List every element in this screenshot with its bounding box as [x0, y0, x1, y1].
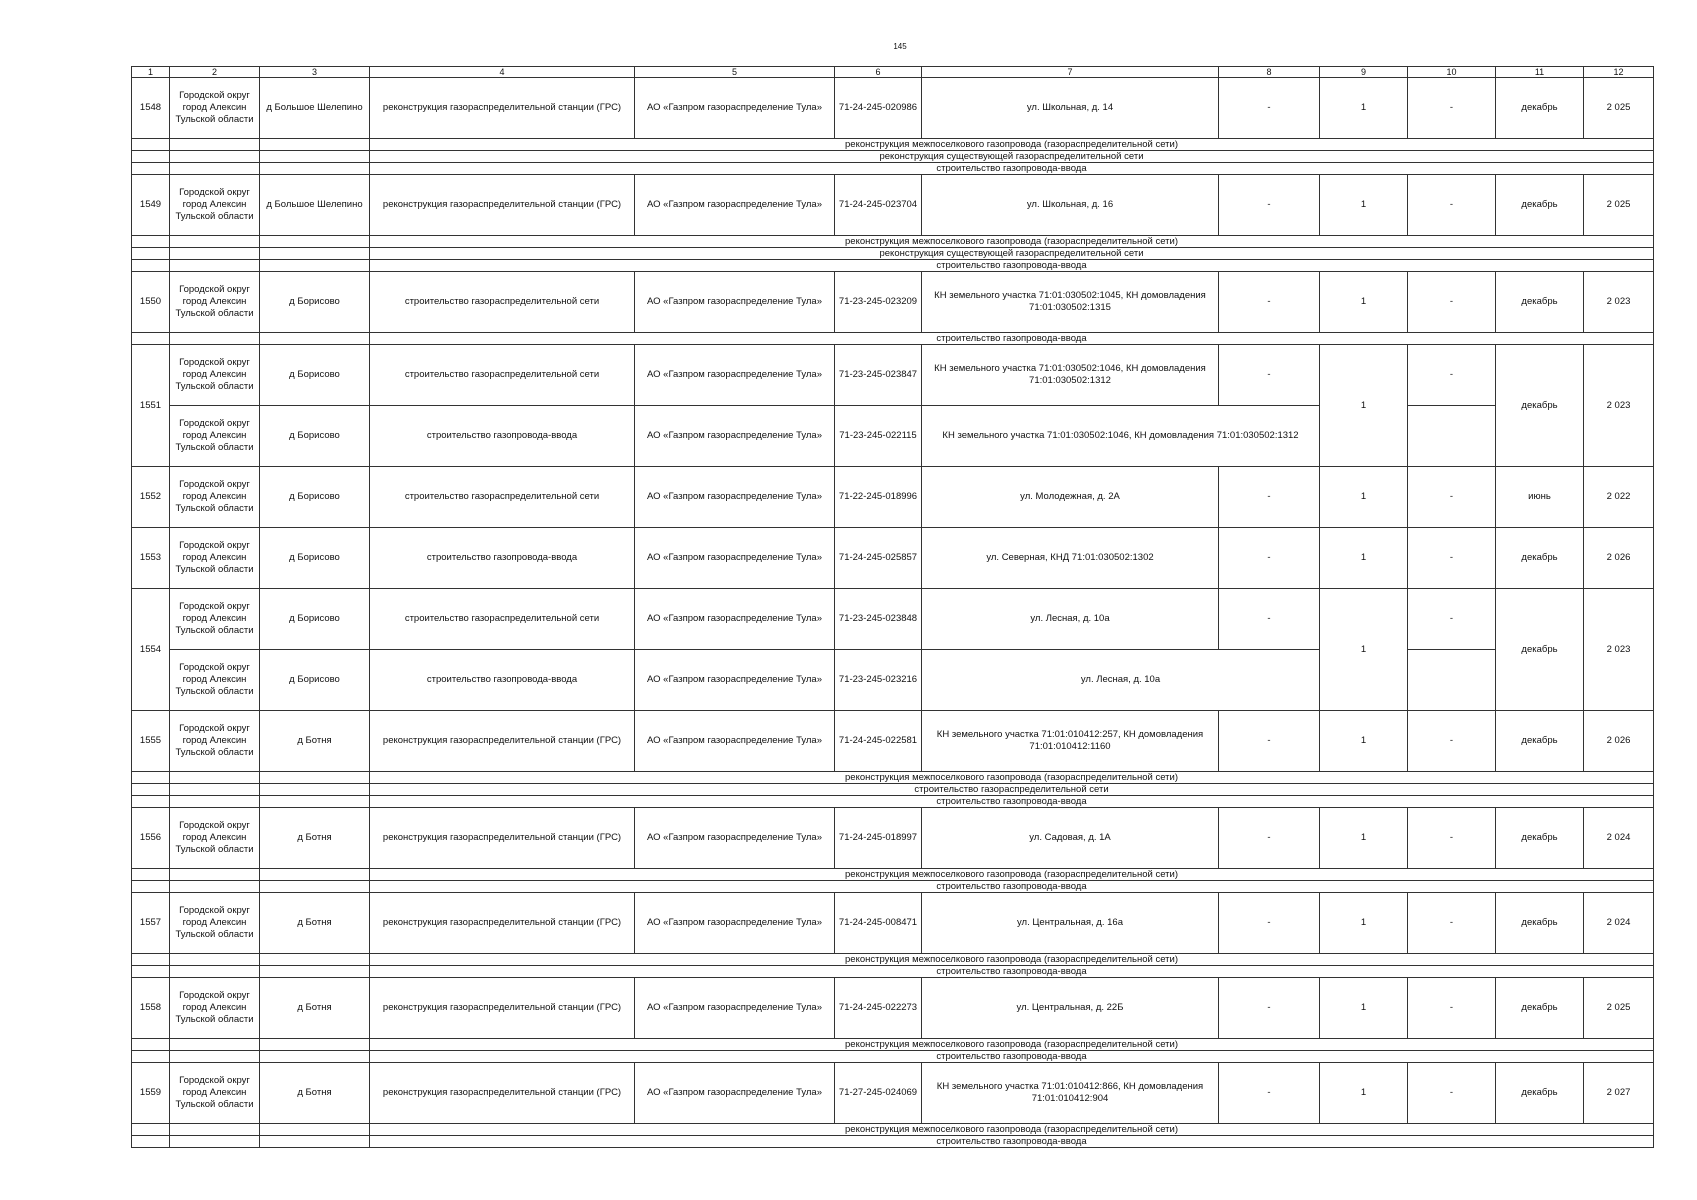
district-cell: Городской округ город Алексин Тульской области — [170, 589, 260, 650]
value-cell: 1 — [1320, 978, 1408, 1039]
village-cell: д Борисово — [260, 467, 370, 528]
code-cell: 71-23-245-022115 — [835, 406, 922, 467]
address-cell: КН земельного участка 71:01:030502:1045, КН домовладения 71:01:030502:1315 — [922, 272, 1219, 333]
row-number: 1552 — [132, 467, 170, 528]
village-cell: д Ботня — [260, 893, 370, 954]
col-header: 4 — [370, 67, 635, 78]
row-number: 1549 — [132, 175, 170, 236]
column-number-row — [132, 67, 1654, 78]
value-cell — [1408, 650, 1496, 711]
value-cell: - — [1408, 978, 1496, 1039]
value-cell: - — [1219, 345, 1320, 406]
value-cell: - — [1408, 711, 1496, 772]
value-cell: - — [1219, 589, 1320, 650]
sub-activity: реконструкция существующей газораспределительной сети — [370, 151, 1654, 163]
value-cell: - — [1219, 272, 1320, 333]
year-cell: 2 022 — [1584, 467, 1654, 528]
address-cell: ул. Школьная, д. 16 — [922, 175, 1219, 236]
address-cell: ул. Школьная, д. 14 — [922, 78, 1219, 139]
activity-cell: реконструкция газораспределительной станции (ГРС) — [370, 175, 635, 236]
year-cell: 2 023 — [1584, 272, 1654, 333]
value-cell: - — [1408, 272, 1496, 333]
year-cell: 2 027 — [1584, 1063, 1654, 1124]
village-cell: д Борисово — [260, 272, 370, 333]
code-cell: 71-22-245-018996 — [835, 467, 922, 528]
activity-cell: строительство газопровода-ввода — [370, 528, 635, 589]
village-cell: д Большое Шелепино — [260, 78, 370, 139]
sub-row — [132, 784, 1654, 796]
address-cell: ул. Лесная, д. 10а — [922, 589, 1219, 650]
table-row — [132, 345, 1654, 406]
sub-activity: реконструкция межпоселкового газопровода (газораспределительной сети) — [370, 236, 1654, 248]
sub-activity: реконструкция межпоселкового газопровода (газораспределительной сети) — [370, 1039, 1654, 1051]
year-cell: 2 025 — [1584, 175, 1654, 236]
code-cell: 71-24-245-025857 — [835, 528, 922, 589]
company-cell: АО «Газпром газораспределение Тула» — [635, 589, 835, 650]
sub-row — [132, 1039, 1654, 1051]
table-row — [132, 78, 1654, 139]
value-cell: 1 — [1320, 528, 1408, 589]
district-cell: Городской округ город Алексин Тульской области — [170, 711, 260, 772]
sub-activity: реконструкция межпоселкового газопровода (газораспределительной сети) — [370, 1124, 1654, 1136]
address-cell: ул. Молодежная, д. 2А — [922, 467, 1219, 528]
value-cell: - — [1408, 893, 1496, 954]
activity-cell: реконструкция газораспределительной станции (ГРС) — [370, 78, 635, 139]
district-cell: Городской округ город Алексин Тульской области — [170, 175, 260, 236]
row-number: 1558 — [132, 978, 170, 1039]
company-cell: АО «Газпром газораспределение Тула» — [635, 1063, 835, 1124]
sub-activity: реконструкция межпоселкового газопровода (газораспределительной сети) — [370, 139, 1654, 151]
sub-row — [132, 954, 1654, 966]
code-cell: 71-23-245-023216 — [835, 650, 922, 711]
col-header: 12 — [1584, 67, 1654, 78]
year-cell: 2 024 — [1584, 808, 1654, 869]
value-cell: 1 — [1320, 272, 1408, 333]
value-cell: - — [1219, 467, 1320, 528]
sub-row — [132, 1124, 1654, 1136]
year-cell: 2 023 — [1584, 345, 1654, 467]
value-cell: 1 — [1320, 78, 1408, 139]
month-cell: декабрь — [1496, 175, 1584, 236]
value-cell: - — [1408, 808, 1496, 869]
sub-row — [132, 869, 1654, 881]
village-cell: д Борисово — [260, 345, 370, 406]
value-cell: - — [1408, 345, 1496, 406]
table-row — [132, 808, 1654, 869]
year-cell: 2 025 — [1584, 78, 1654, 139]
activity-cell: строительство газораспределительной сети — [370, 467, 635, 528]
row-number: 1550 — [132, 272, 170, 333]
sub-row — [132, 796, 1654, 808]
row-number: 1553 — [132, 528, 170, 589]
sub-row — [132, 236, 1654, 248]
company-cell: АО «Газпром газораспределение Тула» — [635, 711, 835, 772]
year-cell: 2 023 — [1584, 589, 1654, 711]
sub-activity: строительство газопровода-ввода — [370, 966, 1654, 978]
address-cell: КН земельного участка 71:01:030502:1046, КН домовладения 71:01:030502:1312 — [922, 406, 1320, 467]
table-row — [132, 467, 1654, 528]
activity-cell: реконструкция газораспределительной станции (ГРС) — [370, 1063, 635, 1124]
sub-activity: строительство газопровода-ввода — [370, 333, 1654, 345]
table-row — [132, 589, 1654, 650]
value-cell: 1 — [1320, 711, 1408, 772]
sub-row — [132, 163, 1654, 175]
address-cell: ул. Центральная, д. 16а — [922, 893, 1219, 954]
table-row — [132, 893, 1654, 954]
district-cell: Городской округ город Алексин Тульской области — [170, 467, 260, 528]
value-cell: 1 — [1320, 467, 1408, 528]
district-cell: Городской округ город Алексин Тульской области — [170, 406, 260, 467]
sub-row — [132, 248, 1654, 260]
value-cell: 1 — [1320, 589, 1408, 711]
table-row — [132, 1063, 1654, 1124]
sub-activity: реконструкция существующей газораспределительной сети — [370, 248, 1654, 260]
sub-row — [132, 881, 1654, 893]
row-number: 1556 — [132, 808, 170, 869]
col-header: 10 — [1408, 67, 1496, 78]
table-row — [132, 978, 1654, 1039]
month-cell: декабрь — [1496, 272, 1584, 333]
gas-program-table — [131, 66, 1654, 1148]
col-header: 1 — [132, 67, 170, 78]
company-cell: АО «Газпром газораспределение Тула» — [635, 650, 835, 711]
activity-cell: строительство газопровода-ввода — [370, 650, 635, 711]
row-number: 1548 — [132, 78, 170, 139]
company-cell: АО «Газпром газораспределение Тула» — [635, 528, 835, 589]
activity-cell: реконструкция газораспределительной станции (ГРС) — [370, 978, 635, 1039]
village-cell: д Борисово — [260, 589, 370, 650]
month-cell: декабрь — [1496, 893, 1584, 954]
table-row — [132, 272, 1654, 333]
value-cell: - — [1408, 78, 1496, 139]
village-cell: д Ботня — [260, 711, 370, 772]
sub-activity: реконструкция межпоселкового газопровода (газораспределительной сети) — [370, 869, 1654, 881]
value-cell: - — [1219, 78, 1320, 139]
address-cell: КН земельного участка 71:01:010412:257, КН домовладения 71:01:010412:1160 — [922, 711, 1219, 772]
col-header: 3 — [260, 67, 370, 78]
company-cell: АО «Газпром газораспределение Тула» — [635, 893, 835, 954]
activity-cell: строительство газораспределительной сети — [370, 345, 635, 406]
col-header: 6 — [835, 67, 922, 78]
village-cell: д Борисово — [260, 528, 370, 589]
activity-cell: строительство газораспределительной сети — [370, 589, 635, 650]
company-cell: АО «Газпром газораспределение Тула» — [635, 78, 835, 139]
sub-activity: строительство газопровода-ввода — [370, 881, 1654, 893]
month-cell: декабрь — [1496, 78, 1584, 139]
value-cell: - — [1219, 808, 1320, 869]
district-cell: Городской округ город Алексин Тульской области — [170, 78, 260, 139]
value-cell: 1 — [1320, 1063, 1408, 1124]
sub-activity: строительство газопровода-ввода — [370, 260, 1654, 272]
value-cell: 1 — [1320, 808, 1408, 869]
value-cell: - — [1408, 1063, 1496, 1124]
row-number: 1559 — [132, 1063, 170, 1124]
year-cell: 2 024 — [1584, 893, 1654, 954]
value-cell: - — [1408, 175, 1496, 236]
month-cell: декабрь — [1496, 1063, 1584, 1124]
row-number: 1557 — [132, 893, 170, 954]
month-cell: декабрь — [1496, 711, 1584, 772]
value-cell: - — [1408, 467, 1496, 528]
sub-activity: строительство газопровода-ввода — [370, 163, 1654, 175]
value-cell: - — [1219, 528, 1320, 589]
value-cell: 1 — [1320, 893, 1408, 954]
sub-activity: строительство газораспределительной сети — [370, 784, 1654, 796]
activity-cell: строительство газопровода-ввода — [370, 406, 635, 467]
district-cell: Городской округ город Алексин Тульской области — [170, 978, 260, 1039]
year-cell: 2 025 — [1584, 978, 1654, 1039]
sub-activity: реконструкция межпоселкового газопровода (газораспределительной сети) — [370, 772, 1654, 784]
company-cell: АО «Газпром газораспределение Тула» — [635, 272, 835, 333]
table-row — [132, 711, 1654, 772]
address-cell: КН земельного участка 71:01:030502:1046, КН домовладения 71:01:030502:1312 — [922, 345, 1219, 406]
month-cell: декабрь — [1496, 808, 1584, 869]
address-cell: ул. Садовая, д. 1А — [922, 808, 1219, 869]
year-cell: 2 026 — [1584, 528, 1654, 589]
table-row — [132, 650, 1654, 711]
month-cell: июнь — [1496, 467, 1584, 528]
activity-cell: строительство газораспределительной сети — [370, 272, 635, 333]
table-row — [132, 406, 1654, 467]
code-cell: 71-23-245-023848 — [835, 589, 922, 650]
district-cell: Городской округ город Алексин Тульской области — [170, 272, 260, 333]
sub-row — [132, 772, 1654, 784]
code-cell: 71-24-245-018997 — [835, 808, 922, 869]
activity-cell: реконструкция газораспределительной станции (ГРС) — [370, 893, 635, 954]
code-cell: 71-24-245-022273 — [835, 978, 922, 1039]
value-cell: 1 — [1320, 175, 1408, 236]
col-header: 11 — [1496, 67, 1584, 78]
page-number: 145 — [893, 42, 907, 51]
sub-activity: строительство газопровода-ввода — [370, 1051, 1654, 1063]
district-cell: Городской округ город Алексин Тульской области — [170, 650, 260, 711]
value-cell: - — [1219, 711, 1320, 772]
value-cell: - — [1219, 978, 1320, 1039]
month-cell: декабрь — [1496, 589, 1584, 711]
sub-activity: строительство газопровода-ввода — [370, 796, 1654, 808]
code-cell: 71-24-245-023704 — [835, 175, 922, 236]
village-cell: д Ботня — [260, 978, 370, 1039]
month-cell: декабрь — [1496, 528, 1584, 589]
village-cell: д Ботня — [260, 808, 370, 869]
col-header: 5 — [635, 67, 835, 78]
district-cell: Городской округ город Алексин Тульской области — [170, 345, 260, 406]
table-row — [132, 175, 1654, 236]
col-header: 8 — [1219, 67, 1320, 78]
district-cell: Городской округ город Алексин Тульской области — [170, 528, 260, 589]
code-cell: 71-23-245-023209 — [835, 272, 922, 333]
value-cell: - — [1219, 1063, 1320, 1124]
value-cell — [1408, 406, 1496, 467]
address-cell: ул. Северная, КНД 71:01:030502:1302 — [922, 528, 1219, 589]
sub-activity: строительство газопровода-ввода — [370, 1136, 1654, 1148]
row-number: 1551 — [132, 345, 170, 467]
month-cell: декабрь — [1496, 345, 1584, 467]
code-cell: 71-27-245-024069 — [835, 1063, 922, 1124]
company-cell: АО «Газпром газораспределение Тула» — [635, 467, 835, 528]
sub-row — [132, 1051, 1654, 1063]
value-cell: 1 — [1320, 345, 1408, 467]
company-cell: АО «Газпром газораспределение Тула» — [635, 406, 835, 467]
value-cell: - — [1408, 528, 1496, 589]
sub-row — [132, 260, 1654, 272]
code-cell: 71-24-245-022581 — [835, 711, 922, 772]
sub-activity: реконструкция межпоселкового газопровода (газораспределительной сети) — [370, 954, 1654, 966]
value-cell: - — [1408, 589, 1496, 650]
col-header: 2 — [170, 67, 260, 78]
company-cell: АО «Газпром газораспределение Тула» — [635, 345, 835, 406]
sub-row — [132, 966, 1654, 978]
code-cell: 71-24-245-020986 — [835, 78, 922, 139]
activity-cell: реконструкция газораспределительной станции (ГРС) — [370, 711, 635, 772]
village-cell: д Ботня — [260, 1063, 370, 1124]
company-cell: АО «Газпром газораспределение Тула» — [635, 978, 835, 1039]
value-cell: - — [1219, 175, 1320, 236]
address-cell: ул. Центральная, д. 22Б — [922, 978, 1219, 1039]
value-cell: - — [1219, 893, 1320, 954]
sub-row — [132, 1136, 1654, 1148]
month-cell: декабрь — [1496, 978, 1584, 1039]
col-header: 9 — [1320, 67, 1408, 78]
district-cell: Городской округ город Алексин Тульской области — [170, 808, 260, 869]
sub-row — [132, 151, 1654, 163]
table-row — [132, 528, 1654, 589]
village-cell: д Большое Шелепино — [260, 175, 370, 236]
year-cell: 2 026 — [1584, 711, 1654, 772]
district-cell: Городской округ город Алексин Тульской области — [170, 1063, 260, 1124]
village-cell: д Борисово — [260, 406, 370, 467]
address-cell: КН земельного участка 71:01:010412:866, КН домовладения 71:01:010412:904 — [922, 1063, 1219, 1124]
code-cell: 71-24-245-008471 — [835, 893, 922, 954]
sub-row — [132, 333, 1654, 345]
row-number: 1555 — [132, 711, 170, 772]
company-cell: АО «Газпром газораспределение Тула» — [635, 808, 835, 869]
code-cell: 71-23-245-023847 — [835, 345, 922, 406]
district-cell: Городской округ город Алексин Тульской области — [170, 893, 260, 954]
sub-row — [132, 139, 1654, 151]
village-cell: д Борисово — [260, 650, 370, 711]
activity-cell: реконструкция газораспределительной станции (ГРС) — [370, 808, 635, 869]
address-cell: ул. Лесная, д. 10а — [922, 650, 1320, 711]
company-cell: АО «Газпром газораспределение Тула» — [635, 175, 835, 236]
col-header: 7 — [922, 67, 1219, 78]
row-number: 1554 — [132, 589, 170, 711]
